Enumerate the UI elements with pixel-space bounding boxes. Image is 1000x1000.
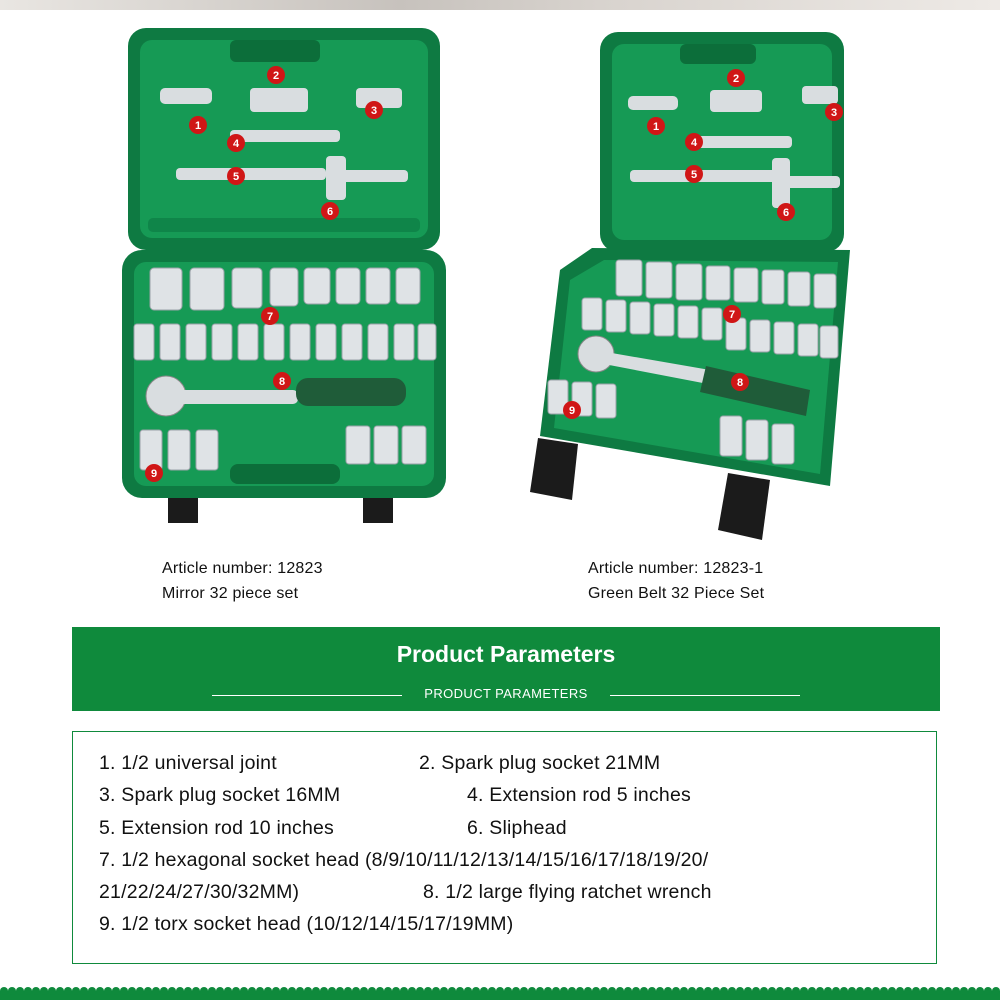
scallop bbox=[616, 987, 624, 995]
callout-7: 7 bbox=[728, 309, 736, 321]
scallop bbox=[888, 987, 896, 995]
scallop bbox=[984, 987, 992, 995]
scallop bbox=[904, 987, 912, 995]
scallop bbox=[40, 987, 48, 995]
scallop bbox=[248, 987, 256, 995]
callout-1: 1 bbox=[194, 120, 202, 132]
scallop bbox=[304, 987, 312, 995]
scallop bbox=[928, 987, 936, 995]
scallop bbox=[912, 987, 920, 995]
scallop bbox=[544, 987, 552, 995]
param-item: 21/22/24/27/30/32MM) bbox=[99, 881, 300, 903]
scallop bbox=[408, 987, 416, 995]
scallop bbox=[224, 987, 232, 995]
scallop bbox=[656, 987, 664, 995]
caption-mirror-set bbox=[162, 556, 323, 606]
scallop bbox=[8, 987, 16, 995]
scallop bbox=[320, 987, 328, 995]
scallop bbox=[568, 987, 576, 995]
scallop bbox=[560, 987, 568, 995]
scallop bbox=[128, 987, 136, 995]
scallop bbox=[416, 987, 424, 995]
scallop bbox=[832, 987, 840, 995]
scallop bbox=[232, 987, 240, 995]
scallop bbox=[704, 987, 712, 995]
scallop bbox=[680, 987, 688, 995]
scallop bbox=[312, 987, 320, 995]
top-photo-edge bbox=[0, 0, 1000, 10]
scallop bbox=[952, 987, 960, 995]
scallop bbox=[816, 987, 824, 995]
param-item: 5. Extension rod 10 inches bbox=[99, 817, 335, 839]
decorative-bottom-border bbox=[0, 986, 1000, 1000]
scallop bbox=[808, 987, 816, 995]
scallop bbox=[368, 987, 376, 995]
scallop bbox=[520, 987, 528, 995]
scallop bbox=[200, 987, 208, 995]
scallop bbox=[240, 987, 248, 995]
scallop bbox=[976, 987, 984, 995]
callout-5: 5 bbox=[690, 169, 698, 181]
banner-title: Product Parameters bbox=[396, 641, 616, 667]
set-name: Mirror 32 piece set bbox=[162, 585, 299, 602]
article-number: Article number: 12823 bbox=[162, 560, 323, 577]
scallop bbox=[696, 987, 704, 995]
scallop bbox=[640, 987, 648, 995]
scallop bbox=[168, 987, 176, 995]
scallop bbox=[792, 987, 800, 995]
scallop bbox=[840, 987, 848, 995]
scallop bbox=[456, 987, 464, 995]
callout-6: 6 bbox=[326, 206, 334, 218]
scallop bbox=[736, 987, 744, 995]
scallop bbox=[528, 987, 536, 995]
scallop bbox=[152, 987, 160, 995]
scallop bbox=[776, 987, 784, 995]
callout-1: 1 bbox=[652, 121, 660, 133]
article-number: Article number: 12823-1 bbox=[588, 560, 764, 577]
callout-9: 9 bbox=[150, 468, 158, 480]
scallop bbox=[960, 987, 968, 995]
callout-2: 2 bbox=[732, 73, 740, 85]
scallop bbox=[672, 987, 680, 995]
scallop bbox=[16, 987, 24, 995]
banner-subtitle: PRODUCT PARAMETERS bbox=[424, 686, 588, 701]
scallop bbox=[968, 987, 976, 995]
scallop bbox=[112, 987, 120, 995]
scallop bbox=[360, 987, 368, 995]
scallop bbox=[992, 987, 1000, 995]
scallop bbox=[896, 987, 904, 995]
callout-5: 5 bbox=[232, 171, 240, 183]
scallop bbox=[376, 987, 384, 995]
scallop bbox=[424, 987, 432, 995]
scallop bbox=[48, 987, 56, 995]
scallop bbox=[688, 987, 696, 995]
param-item: 3. Spark plug socket 16MM bbox=[99, 784, 341, 806]
param-item: 7. 1/2 hexagonal socket head (8/9/10/11/12/13/14/15/16/17/18/19/20/ bbox=[99, 849, 709, 871]
callout-7: 7 bbox=[266, 311, 274, 323]
scallop bbox=[352, 987, 360, 995]
callout-8: 8 bbox=[736, 377, 744, 389]
scallop bbox=[768, 987, 776, 995]
set-name: Green Belt 32 Piece Set bbox=[588, 585, 765, 602]
scallop bbox=[624, 987, 632, 995]
scallop bbox=[120, 987, 128, 995]
callout-4: 4 bbox=[690, 137, 698, 149]
scallop bbox=[336, 987, 344, 995]
scallop bbox=[72, 987, 80, 995]
scallop bbox=[288, 987, 296, 995]
scallop bbox=[392, 987, 400, 995]
scallop bbox=[264, 987, 272, 995]
scallop bbox=[384, 987, 392, 995]
scallop bbox=[576, 987, 584, 995]
param-item: 8. 1/2 large flying ratchet wrench bbox=[423, 881, 712, 903]
param-item: 9. 1/2 torx socket head (10/12/14/15/17/19MM) bbox=[99, 913, 514, 935]
scallop bbox=[584, 987, 592, 995]
callout-6: 6 bbox=[782, 207, 790, 219]
scallop bbox=[872, 987, 880, 995]
param-item: 1. 1/2 universal joint bbox=[99, 752, 277, 774]
scallop bbox=[632, 987, 640, 995]
scallop bbox=[752, 987, 760, 995]
scallop bbox=[32, 987, 40, 995]
scallop bbox=[296, 987, 304, 995]
scallop bbox=[88, 987, 96, 995]
parameters-list bbox=[72, 731, 937, 964]
param-item: 6. Sliphead bbox=[467, 817, 567, 839]
scallop bbox=[496, 987, 504, 995]
callout-2: 2 bbox=[272, 70, 280, 82]
scallop bbox=[344, 987, 352, 995]
scallop bbox=[728, 987, 736, 995]
scallop bbox=[448, 987, 456, 995]
scallop bbox=[24, 987, 32, 995]
scallop bbox=[648, 987, 656, 995]
callout-9: 9 bbox=[568, 405, 576, 417]
product-parameters-banner bbox=[72, 627, 940, 711]
callout-4: 4 bbox=[232, 138, 240, 150]
scallop bbox=[600, 987, 608, 995]
product-photo-mirror-set bbox=[118, 18, 448, 530]
scallop bbox=[824, 987, 832, 995]
param-item: 4. Extension rod 5 inches bbox=[467, 784, 691, 806]
scallop bbox=[280, 987, 288, 995]
scallop bbox=[712, 987, 720, 995]
scallop bbox=[744, 987, 752, 995]
scallop bbox=[848, 987, 856, 995]
scallop bbox=[504, 987, 512, 995]
scallop bbox=[440, 987, 448, 995]
scallop bbox=[936, 987, 944, 995]
scallop bbox=[0, 987, 8, 995]
scallop bbox=[80, 987, 88, 995]
scallop bbox=[96, 987, 104, 995]
scallop bbox=[432, 987, 440, 995]
scallop bbox=[272, 987, 280, 995]
callout-8: 8 bbox=[278, 376, 286, 388]
scallop bbox=[400, 987, 408, 995]
product-photo-green-belt-set bbox=[520, 18, 860, 548]
callout-3: 3 bbox=[370, 105, 378, 117]
scallop bbox=[160, 987, 168, 995]
scallop bbox=[800, 987, 808, 995]
param-item: 2. Spark plug socket 21MM bbox=[419, 752, 661, 774]
scallop bbox=[720, 987, 728, 995]
scallop bbox=[760, 987, 768, 995]
scallop bbox=[136, 987, 144, 995]
scallop bbox=[64, 987, 72, 995]
callout-3: 3 bbox=[830, 107, 838, 119]
scallop bbox=[856, 987, 864, 995]
scallop bbox=[208, 987, 216, 995]
caption-green-belt-set bbox=[588, 556, 764, 606]
scallop bbox=[480, 987, 488, 995]
scallop bbox=[920, 987, 928, 995]
scallop bbox=[176, 987, 184, 995]
scallop bbox=[552, 987, 560, 995]
scallop bbox=[472, 987, 480, 995]
scallop bbox=[328, 987, 336, 995]
scallop bbox=[192, 987, 200, 995]
scallop bbox=[864, 987, 872, 995]
scallop bbox=[592, 987, 600, 995]
scallop bbox=[144, 987, 152, 995]
scallop bbox=[784, 987, 792, 995]
scallop bbox=[944, 987, 952, 995]
scallop bbox=[184, 987, 192, 995]
scallop bbox=[488, 987, 496, 995]
scallop bbox=[216, 987, 224, 995]
scallop bbox=[56, 987, 64, 995]
scallop bbox=[664, 987, 672, 995]
scallop bbox=[608, 987, 616, 995]
scallop bbox=[512, 987, 520, 995]
scallop bbox=[536, 987, 544, 995]
scallop bbox=[880, 987, 888, 995]
scallop bbox=[256, 987, 264, 995]
scallop bbox=[464, 987, 472, 995]
scallop bbox=[104, 987, 112, 995]
